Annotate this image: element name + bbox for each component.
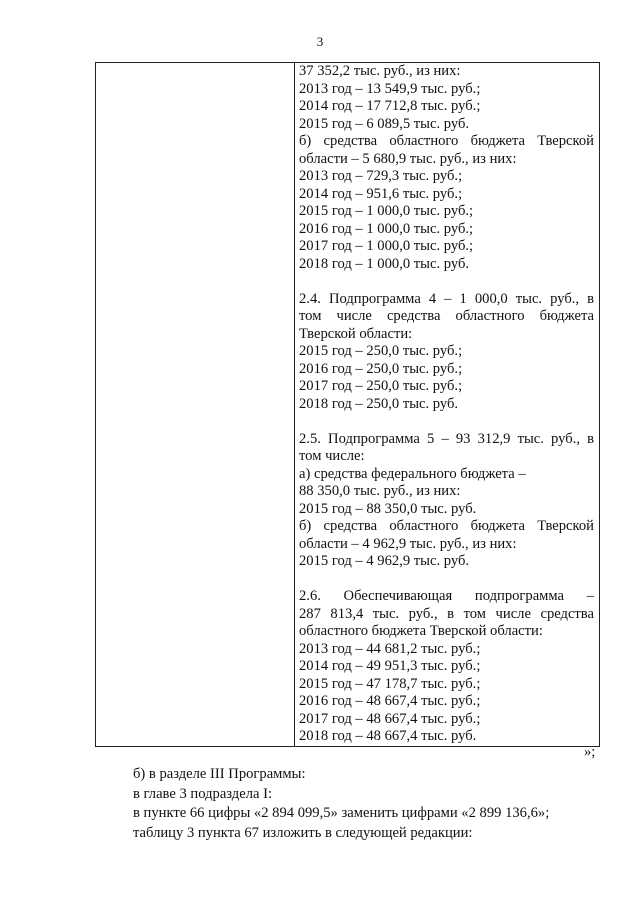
text-line: 2015 год – 47 178,7 тыс. руб.; xyxy=(299,675,481,692)
text-line: б) средства областного бюджета Тверской xyxy=(299,133,594,149)
text-line: 2014 год – 951,6 тыс. руб.; xyxy=(299,185,463,202)
amendment-text xyxy=(133,765,593,843)
paragraph-gap xyxy=(299,273,594,291)
text-line: 2015 год – 250,0 тыс. руб.; xyxy=(299,343,463,359)
text-line: б) средства областного бюджета Тверской xyxy=(299,518,594,534)
text-line: Тверской области: xyxy=(299,325,413,342)
text-line: области – 5 680,9 тыс. руб., из них: xyxy=(299,150,517,167)
text-line: 2016 год – 1 000,0 тыс. руб.; xyxy=(299,220,474,237)
text-line: 88 350,0 тыс. руб., из них: xyxy=(299,483,461,499)
funding-text xyxy=(299,63,594,746)
text-line: 2013 год – 729,3 тыс. руб.; xyxy=(299,168,463,184)
amendment-paragraph: в пункте 66 цифры «2 894 099,5» заменить цифрами «2 899 136,6»; xyxy=(133,805,550,821)
text-line: 2016 год – 48 667,4 тыс. руб.; xyxy=(299,693,481,709)
text-line: 2018 год – 48 667,4 тыс. руб. xyxy=(299,728,477,744)
table-right-cell xyxy=(295,63,600,747)
text-line: 2015 год – 1 000,0 тыс. руб.; xyxy=(299,203,474,219)
text-line: 2013 год – 44 681,2 тыс. руб.; xyxy=(299,640,481,657)
text-line: том числе: xyxy=(299,448,365,464)
text-line: том числе средства областного бюджета xyxy=(299,308,594,324)
table-left-cell xyxy=(96,63,295,747)
text-line: 2018 год – 250,0 тыс. руб. xyxy=(299,395,459,412)
text-line: 2017 год – 1 000,0 тыс. руб.; xyxy=(299,238,474,254)
text-line: 2015 год – 88 350,0 тыс. руб. xyxy=(299,500,477,517)
amendment-paragraph: б) в разделе III Программы: xyxy=(133,766,306,782)
text-line: области – 4 962,9 тыс. руб., из них: xyxy=(299,535,517,552)
text-line: 287 813,4 тыс. руб., в том числе средства xyxy=(299,605,594,622)
page-number: 3 xyxy=(316,34,324,49)
text-line: 2014 год – 49 951,3 тыс. руб.; xyxy=(299,658,481,674)
text-line: 2018 год – 1 000,0 тыс. руб. xyxy=(299,255,470,272)
paragraph-gap xyxy=(299,571,594,589)
text-line: 37 352,2 тыс. руб., из них: xyxy=(299,63,461,79)
text-line: а) средства федерального бюджета – xyxy=(299,465,526,482)
text-line: 2.5. Подпрограмма 5 – 93 312,9 тыс. руб., в xyxy=(299,430,594,447)
text-line: 2017 год – 250,0 тыс. руб.; xyxy=(299,378,463,394)
text-line: 2015 год – 4 962,9 тыс. руб. xyxy=(299,553,470,569)
text-line: 2.4. Подпрограмма 4 – 1 000,0 тыс. руб., в xyxy=(299,290,594,307)
text-line: 2013 год – 13 549,9 тыс. руб.; xyxy=(299,80,481,97)
funding-table xyxy=(95,62,600,747)
text-line: 2014 год – 17 712,8 тыс. руб.; xyxy=(299,98,481,114)
text-line: областного бюджета Тверской области: xyxy=(299,623,543,639)
text-line: 2016 год – 250,0 тыс. руб.; xyxy=(299,360,463,377)
text-line: 2.6. Обеспечивающая подпрограмма – xyxy=(299,588,594,604)
amendment-paragraph: таблицу 3 пункта 67 изложить в следующей редакции: xyxy=(133,824,473,841)
text-line: 2015 год – 6 089,5 тыс. руб. xyxy=(299,115,470,132)
paragraph-gap xyxy=(299,413,594,431)
text-line: 2017 год – 48 667,4 тыс. руб.; xyxy=(299,710,481,727)
closing-quote: »; xyxy=(584,744,596,760)
amendment-paragraph: в главе 3 подраздела I: xyxy=(133,785,273,802)
table-row xyxy=(96,63,600,747)
